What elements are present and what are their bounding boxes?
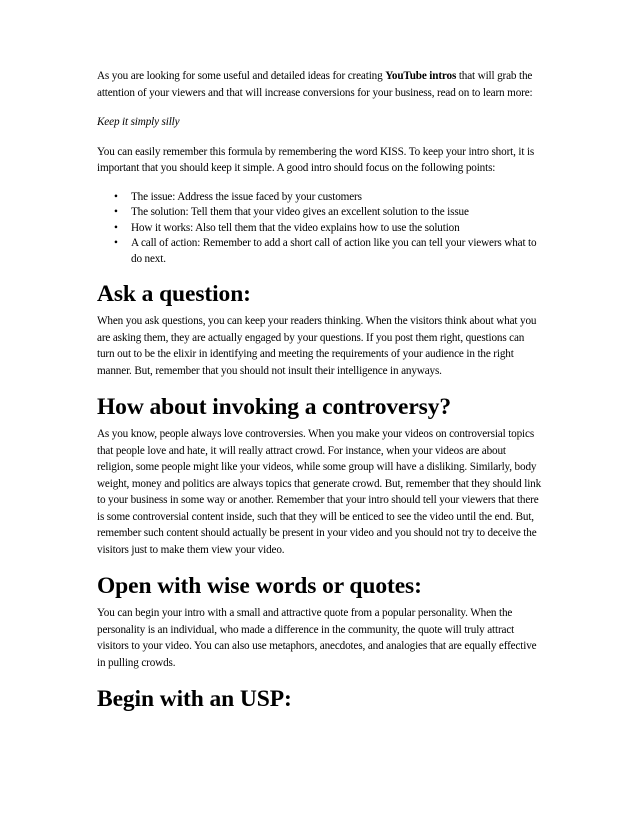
intro-text-before: As you are looking for some useful and detailed ideas for creating: [97, 70, 386, 82]
kiss-paragraph: You can easily remember this formula by remembering the word KISS. To keep your intro short, it is important that you should keep it simple. A good intro should focus on the following points:: [97, 145, 535, 174]
document-page: [97, 58, 543, 712]
list-item: [97, 190, 543, 206]
bullet-icon: •: [114, 206, 118, 218]
quotes-heading: Open with wise words or quotes:: [97, 573, 422, 599]
usp-heading: Begin with an USP:: [97, 686, 292, 712]
list-item: [97, 205, 543, 221]
kiss-list: [97, 190, 543, 268]
ask-question-paragraph: When you ask questions, you can keep your readers thinking. When the visitors think about what you are asking them, they are actually engaged by your questions. If you post them right, questions can turn out to be the elixir in identifying and meeting the requirements of your audience in the right manner. But, remember that you should not insult their intelligence in anyways.: [97, 315, 537, 377]
list-item-text: The solution: Tell them that your video gives an excellent solution to the issue: [131, 206, 469, 218]
controversy-paragraph: As you know, people always love controversies. When you make your videos on controversial topics that people love and hate, it will really attract crowd. For instance, when your videos are about religion, some people might like your videos, while some group will have a disliking. Similarly, body weight, money and politics are always topics that generate crowd. But, remember that they should link to your business in some way or another. Remember that your intro should tell your viewers that there is some controversial content inside, such that they will be enticed to see the video until the end. But, remember such content should actually be present in your video and you should not try to deceive the visitors just to make them view your video.: [97, 428, 542, 556]
controversy-heading: How about invoking a controversy?: [97, 394, 452, 420]
list-item-text: A call of action: Remember to add a short call of action like you can tell your viewers what to do next.: [131, 237, 537, 265]
list-item-text: The issue: Address the issue faced by your customers: [131, 190, 362, 203]
intro-text-after: that will grab the attention of your viewers and that will increase conversions for your business, read on to learn more:: [97, 70, 533, 99]
kiss-heading: Keep it simply silly: [97, 116, 180, 128]
quotes-paragraph: You can begin your intro with a small and attractive quote from a popular personality. When the personality is an individual, who made a difference in the community, the quote will truly attract visitors to your video. You can also use metaphors, anecdotes, and analogies that are equally effective in pulling crowds.: [97, 607, 537, 669]
bullet-icon: •: [114, 221, 118, 234]
list-item-text: How it works: Also tell them that the video explains how to use the solution: [131, 221, 460, 234]
bullet-icon: •: [114, 237, 118, 249]
bullet-icon: •: [114, 190, 118, 203]
ask-question-heading: Ask a question:: [97, 281, 251, 307]
list-item: [97, 236, 543, 267]
youtube-intros-link: YouTube intros: [385, 70, 457, 82]
intro-paragraph: [97, 68, 543, 101]
list-item: [97, 221, 543, 237]
